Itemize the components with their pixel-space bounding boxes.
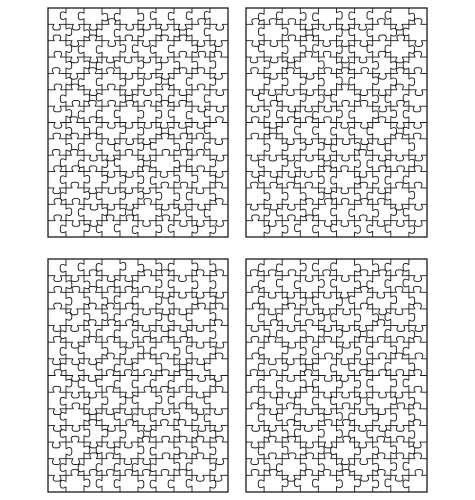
puzzle-template-3	[48, 259, 228, 492]
puzzle-template-1	[48, 8, 228, 237]
puzzle-template-2	[246, 8, 427, 237]
puzzle-template-4	[246, 259, 427, 492]
